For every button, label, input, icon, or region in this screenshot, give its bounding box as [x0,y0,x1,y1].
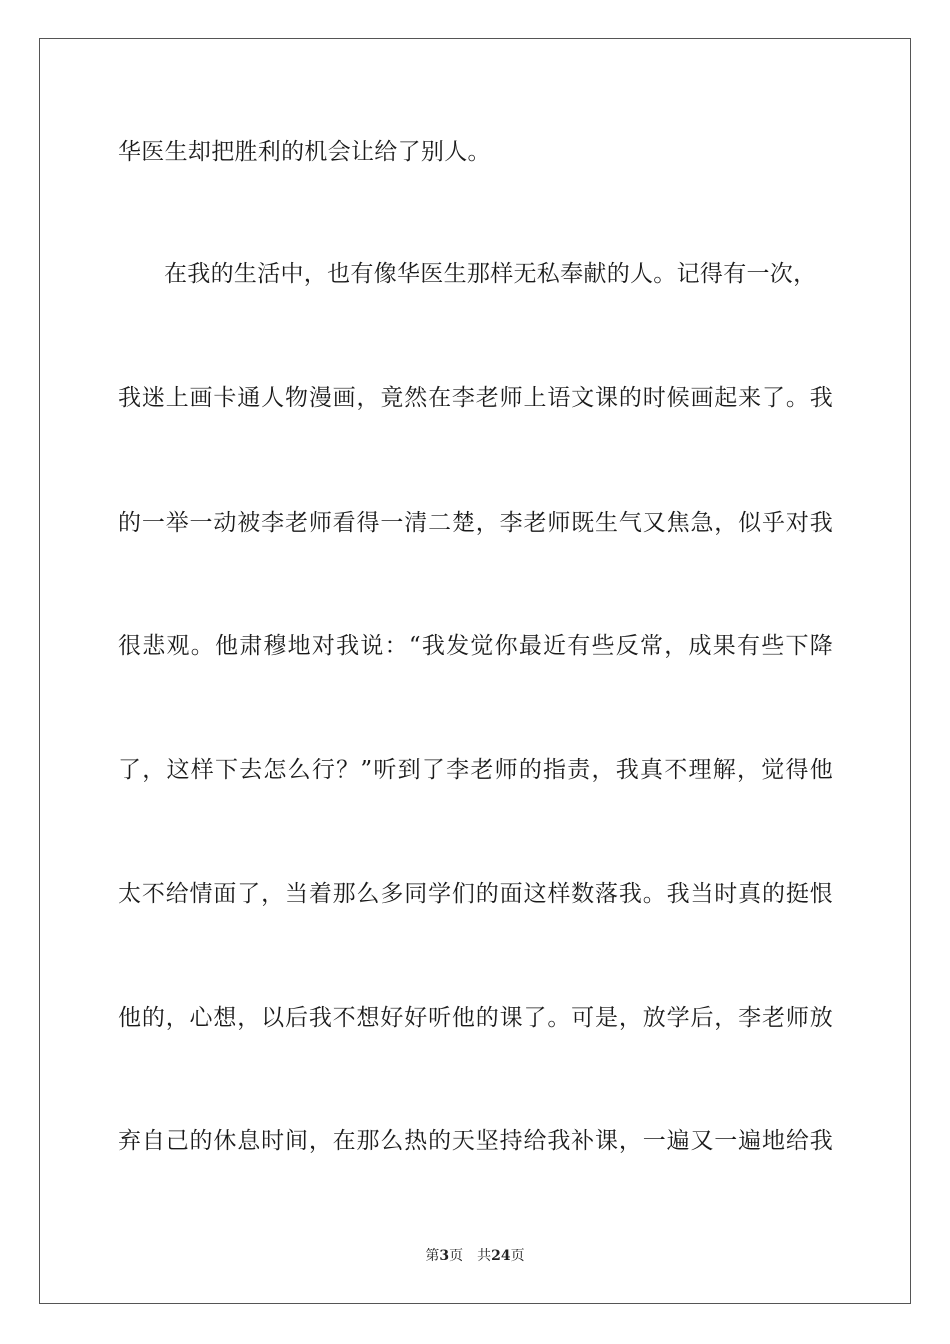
text-line-2: 在我的生活中，也有像华医生那样无私奉献的人。记得有一次， [164,261,817,287]
text-line-4: 的一举一动被李老师看得一清二楚，李老师既生气又焦急，似乎对我 [118,510,833,536]
text-line-7: 太不给情面了，当着那么多同学们的面这样数落我。我当时真的挺恨 [118,881,833,907]
total-suffix: 页 [510,1248,525,1264]
total-prefix: 共 [477,1248,492,1264]
page-suffix: 页 [449,1248,464,1264]
text-line-9: 弃自己的休息时间，在那么热的天坚持给我补课，一遍又一遍地给我 [118,1128,833,1154]
text-line-3: 我迷上画卡通人物漫画，竟然在李老师上语文课的时候画起来了。我 [118,385,833,411]
page-border [39,38,911,1304]
current-page-number: 3 [439,1248,450,1264]
total-page-count: 24 [491,1248,511,1264]
text-line-6: 了，这样下去怎么行？”听到了李老师的指责，我真不理解，觉得他 [118,757,833,783]
text-line-8: 他的，心想，以后我不想好好听他的课了。可是，放学后，李老师放 [118,1005,833,1031]
page-prefix: 第 [425,1248,440,1264]
text-line-1: 华医生却把胜利的机会让给了别人。 [118,139,491,165]
text-line-5: 很悲观。他肃穆地对我说：“我发觉你最近有些反常，成果有些下降 [118,633,833,659]
page-footer [0,1247,950,1265]
